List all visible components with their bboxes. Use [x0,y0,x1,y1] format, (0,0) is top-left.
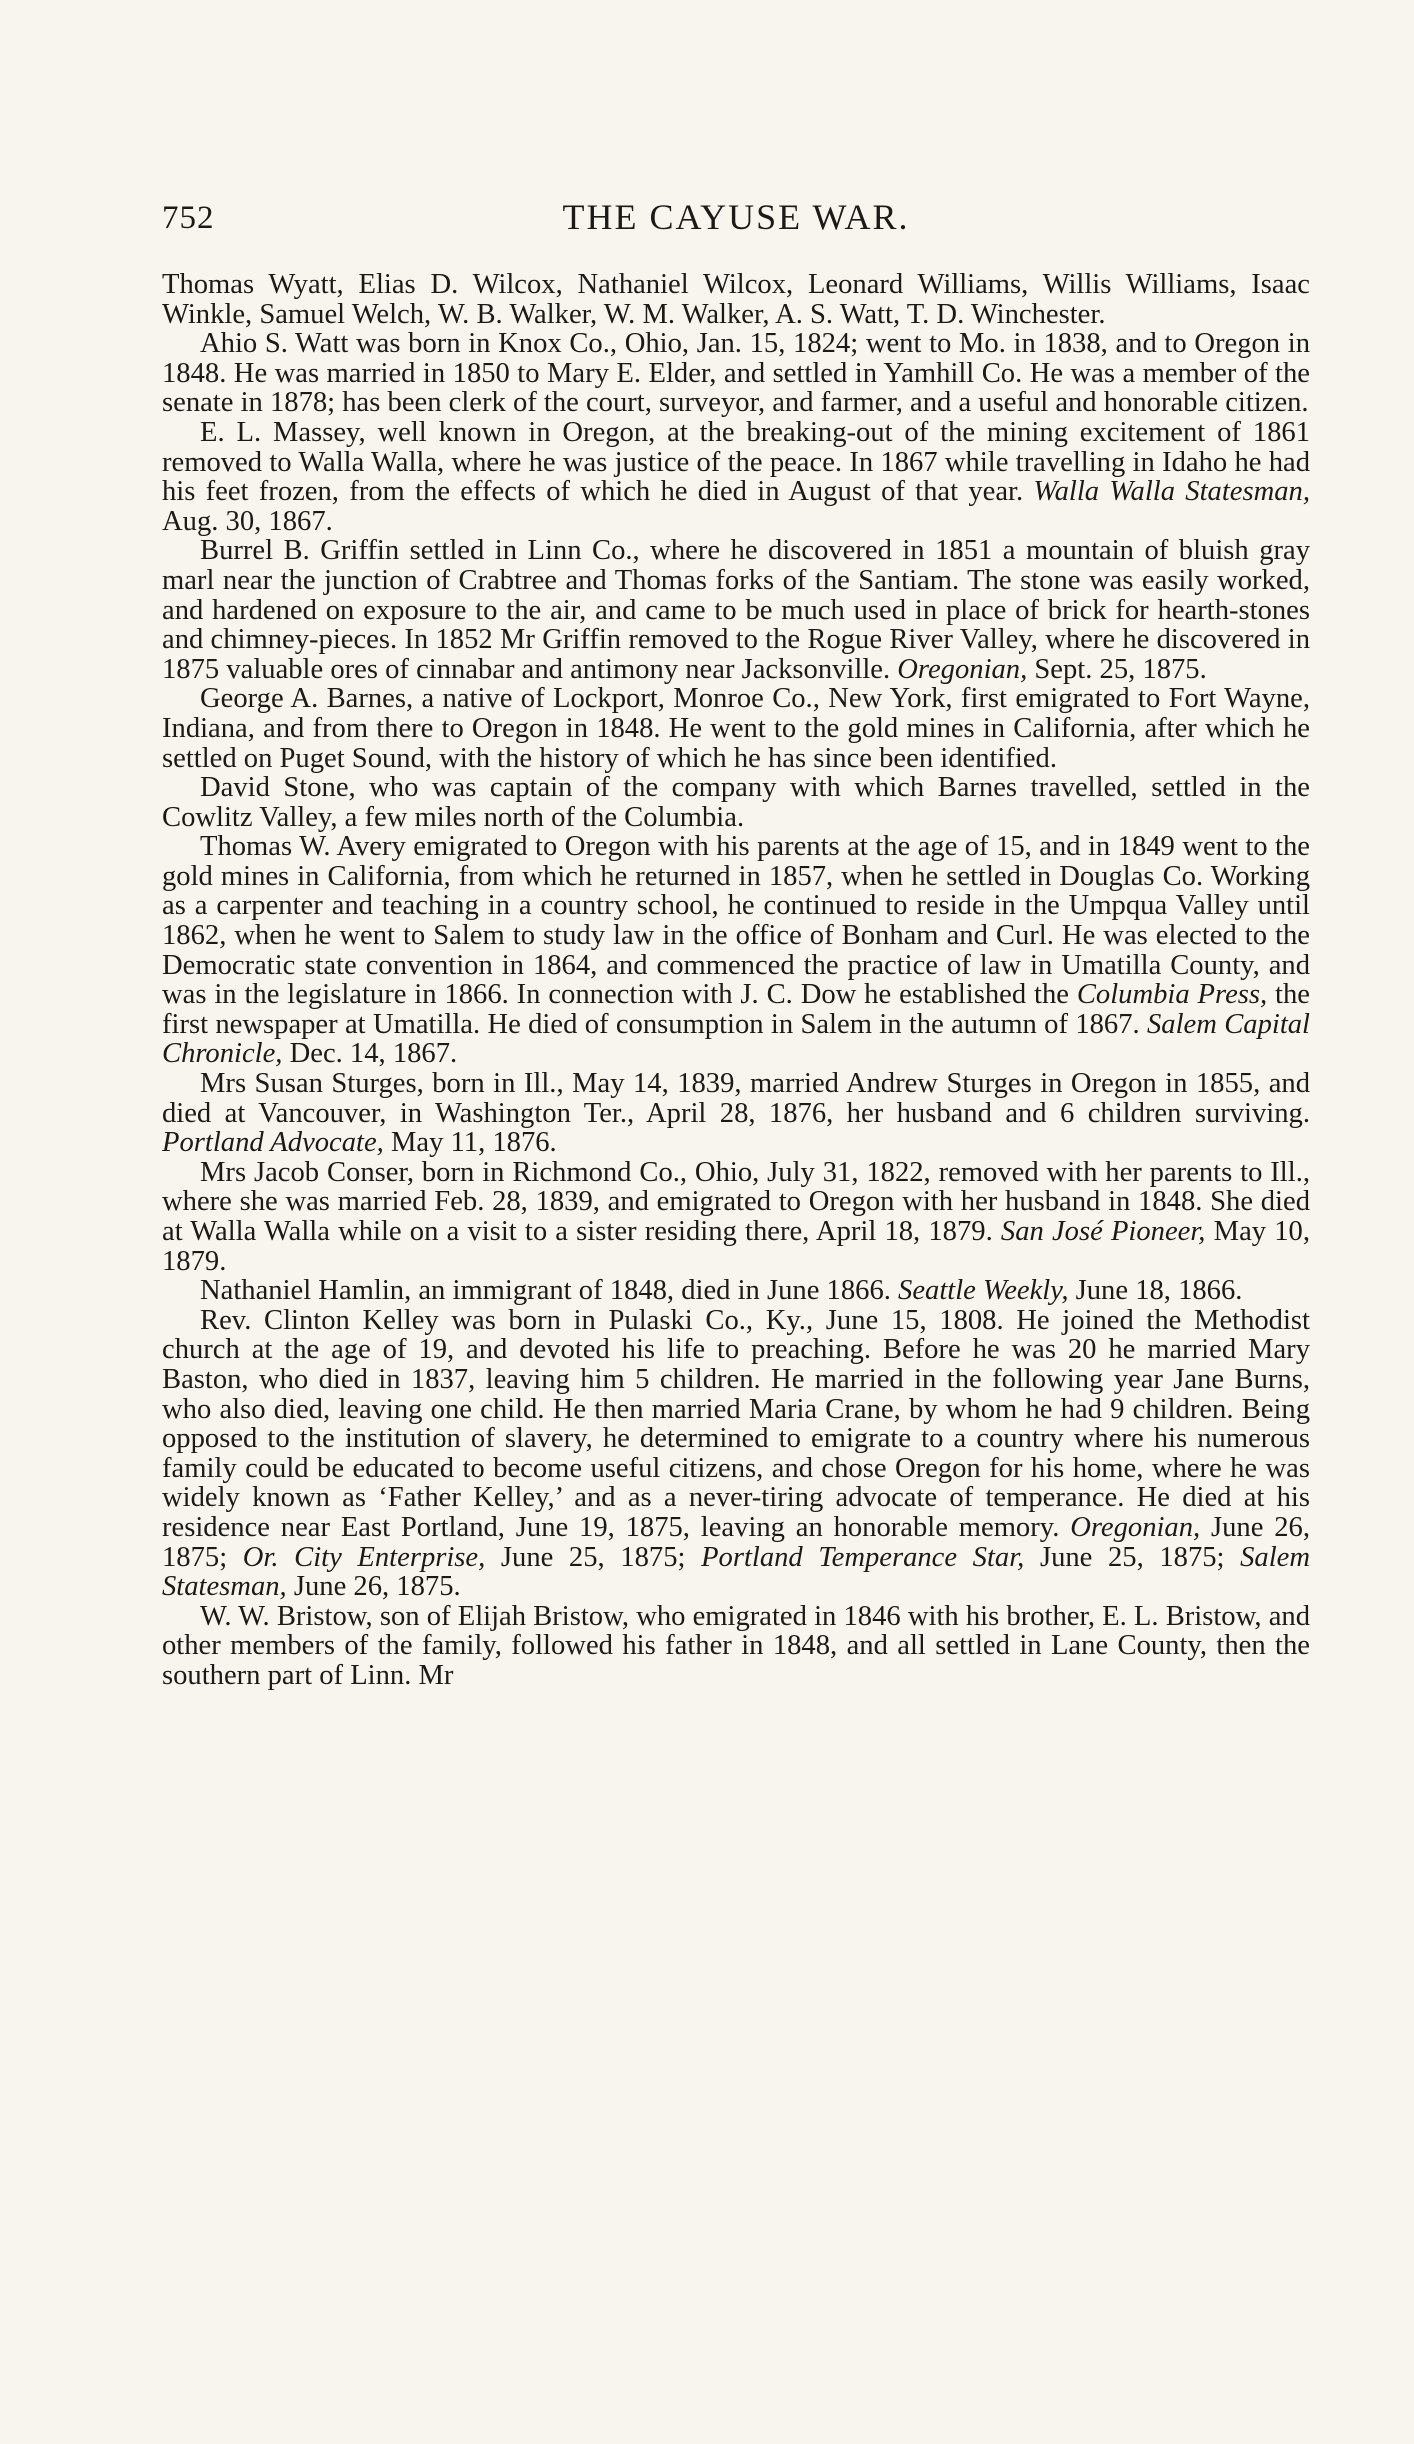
citation-portland-advocate: Portland Advocate, [162,1127,384,1159]
citation-salem-capital-chronicle: Salem Capital Chronicle, [162,1008,1311,1070]
citation-columbia-press: Columbia Press, [1076,979,1268,1011]
citation-san-jose-pioneer: San José Pioneer, [1000,1216,1206,1247]
paragraph-massey: E. L. Massey, well known in Oregon, at the breaking-out of the mining excitement of 1861 removed to Walla Walla, where he was justice of the peace. In 1867 while travelling in Idaho he had his feet frozen, from the effects of which he died in August of that year. Walla Walla Statesman, Aug. 30, 1867. [162,416,1310,537]
paragraph-bristow: W. W. Bristow, son of Elijah Bristow, who emigrated in 1846 with his brother, E. L. Bristow, and other members of the family, followed his father in 1848, and all settled in Lane County, then the southern part of Linn. Mr [162,1600,1310,1691]
citation-portland-temperance-star: Portland Temperance Star, [701,1541,1025,1573]
citation-seattle-weekly: Seattle Weekly, [898,1275,1069,1307]
body-text [162,270,1310,1691]
paragraph-hamlin: Nathaniel Hamlin, an immigrant of 1848, died in June 1866. Seattle Weekly, June 18, 1866. [200,1275,1243,1307]
paragraph-avery: Thomas W. Avery emigrated to Oregon with his parents at the age of 15, and in 1849 went to the gold mines in California, from which he returned in 1857, when he settled in Douglas Co. Working as a carpenter and teaching in a country school, he continued to reside in the Umpqua Valley until 1862, when he went to Salem to study law in the office of Bonham and Curl. He was elected to the Democratic state convention in 1864, and commenced the practice of law in Umatilla County, and was in the legislature in 1866. In connection with J. C. Dow he established the Columbia Press, the first newspaper at Umatilla. He died of consumption in Salem in the autumn of 1867. Salem Capital Chronicle, Dec. 14, 1867. [162,831,1311,1070]
citation-or-city-enterprise: Or. City Enterprise, [242,1541,486,1573]
paragraph-kelley: Rev. Clinton Kelley was born in Pulaski Co., Ky., June 15, 1808. He joined the Methodist church at the age of 19, and devoted his life to preaching. Before he was 20 he married Mary Baston, who died in 1837, leaving him 5 children. He married in the following year Jane Burns, who also died, leaving one child. He then married Maria Crane, by whom he had 9 children. Being opposed to the institution of slavery, he determined to emigrate to a country where his numerous family could be educated to become useful citizens, and chose Oregon for his home, where he was widely known as ‘Father Kelley,’ and as a never-tiring advocate of temperance. He died at his residence near East Portland, June 19, 1875, leaving an honorable memory. Oregonian, June 26, 1875; Or. City Enterprise, June 25, 1875; Portland Temperance Star, June 25, 1875; Salem Statesman, June 26, 1875. [162,1304,1310,1603]
paragraph-sturges: Mrs Susan Sturges, born in Ill., May 14, 1839, married Andrew Sturges in Oregon in 1855, and died at Vancouver, in Washington Ter., April 28, 1876, her husband and 6 children surviving. Portland Advocate, May 11, 1876. [162,1068,1310,1159]
running-head: THE CAYUSE WAR. [562,197,910,237]
paragraph-griffin: Burrel B. Griffin settled in Linn Co., where he discovered in 1851 a mountain of bluish gray marl near the junction of Crabtree and Thomas forks of the Santiam. The stone was easily worked, and hardened on exposure to the air, and came to be much used in place of brick for hearth-stones and chimney-pieces. In 1852 Mr Griffin removed to the Rogue River Valley, where he discovered in 1875 valuable ores of cinnabar and antimony near Jacksonville. Oregonian, Sept. 25, 1875. [162,535,1310,685]
citation-salem-statesman: Salem Statesman, [162,1541,1310,1603]
paragraph-watt: Ahio S. Watt was born in Knox Co., Ohio, Jan. 15, 1824; went to Mo. in 1838, and to Oregon in 1848. He was married in 1850 to Mary E. Elder, and settled in Yamhill Co. He was a member of the senate in 1878; has been clerk of the court, surveyor, and farmer, and a useful and honorable citizen. [162,328,1310,419]
paragraph-stone: David Stone, who was captain of the company with which Barnes travelled, settled in the Cowlitz Valley, a few miles north of the Columbia. [162,772,1310,833]
citation-oregonian: Oregonian, [897,653,1028,685]
paragraph-conser: Mrs Jacob Conser, born in Richmond Co., Ohio, July 31, 1822, removed with her parents to Ill., where she was married Feb. 28, 1839, and emigrated to Oregon with her husband in 1848. She died at Walla Walla while on a visit to a sister residing there, April 18, 1879. San José Pioneer, May 10, 1879. [162,1156,1310,1277]
paragraph-volunteer-names: Thomas Wyatt, Elias D. Wilcox, Nathaniel Wilcox, Leonard Williams, Willis Williams, Isaac Winkle, Samuel Welch, W. B. Walker, W. M. Walker, A. S. Watt, T. D. Winchester. [162,269,1310,330]
citation-walla-walla-statesman: Walla Walla Statesman, [1033,476,1310,508]
page-header [162,188,1310,244]
paragraph-barnes: George A. Barnes, a native of Lockport, Monroe Co., New York, first emigrated to Fort Wayne, Indiana, and from there to Oregon in 1848. He went to the gold mines in California, after which he settled on Puget Sound, with the history of which he has since been identified. [162,683,1310,774]
citation-oregonian-2: Oregonian, [1070,1511,1201,1543]
page-number: 752 [162,200,215,236]
